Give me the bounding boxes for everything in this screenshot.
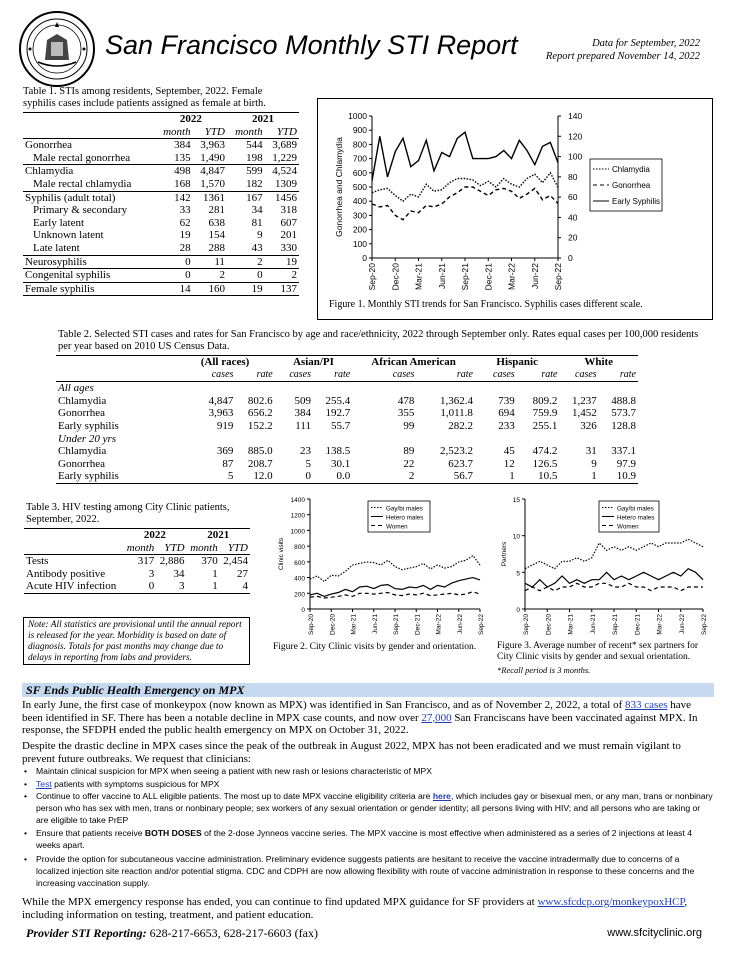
table2-cell: 23: [299, 445, 311, 458]
table1-row: [23, 165, 299, 178]
x-tick-label: Mar-21: [413, 263, 424, 290]
mpx-test-link[interactable]: Test: [36, 779, 52, 789]
table3-row: [24, 568, 250, 581]
y2-tick-label: 20: [568, 232, 578, 243]
table1-cell: 168: [174, 177, 191, 190]
y-tick-label: 100: [352, 238, 367, 249]
table2-cell: 126.5: [532, 457, 558, 470]
table2-cell: 656.2: [247, 407, 273, 420]
table1-cell: 34: [251, 204, 263, 217]
table2-row-label: Chlamydia: [58, 445, 107, 458]
table2-row-label: Early syphilis: [56, 470, 175, 483]
table2-cell: 1,362.4: [439, 394, 473, 407]
table2-cell: 99: [403, 419, 415, 432]
x-tick-label: Jun-22: [529, 263, 540, 289]
table1-row-label: Neurosyphilis: [23, 255, 155, 269]
table2-cell: 474.2: [532, 445, 558, 458]
table1-row: [23, 255, 299, 269]
table1-cell: 182: [246, 177, 263, 190]
table1-row: [23, 178, 299, 191]
table2-sub-header: cases: [175, 369, 235, 382]
legend-label: Gay/bi males: [386, 505, 423, 513]
table2-row: [56, 407, 638, 420]
x-tick-label: Mar-22: [506, 263, 517, 290]
table2-cell: 1,452: [571, 407, 597, 420]
table1-cell: 281: [208, 204, 225, 217]
table1-cell: 330: [280, 241, 297, 254]
table2-cell: 3,963: [208, 407, 234, 420]
y-tick-label: 1400: [290, 497, 305, 504]
table2-cell: 694: [498, 407, 515, 420]
table3-cell: 3: [148, 567, 155, 580]
table2-row: [56, 445, 638, 458]
table1-row-label: Late latent: [33, 241, 80, 254]
figure3-caption: Figure 3. Average number of recent* sex partners for City Clinic visits by gender and sexual orientation.: [497, 641, 699, 662]
table2-cell: 45: [503, 445, 515, 458]
y-tick-label: 800: [352, 139, 367, 150]
table1-row-label: Female syphilis: [23, 282, 155, 296]
y2-tick-label: 40: [568, 212, 578, 223]
table3-col-header: YTD: [156, 542, 186, 555]
table2-row-label: Early syphilis: [58, 419, 119, 432]
table1-cell: 1,490: [200, 151, 225, 164]
x-tick-label: Mar-22: [656, 614, 664, 635]
table2-cell: 111: [295, 419, 311, 432]
table2-group-header: Asian/PI: [275, 356, 353, 369]
footer-label: Provider STI Reporting:: [26, 926, 147, 940]
table2-row-label: Chlamydia: [58, 394, 107, 407]
table2-cell: 4,847: [208, 394, 234, 407]
table1-cell: 384: [155, 139, 193, 152]
y2-tick-label: 0: [568, 253, 573, 263]
series-line-hetero-males: [525, 569, 703, 587]
y2-tick-label: 60: [568, 192, 578, 203]
mpx-eligibility-link[interactable]: here: [432, 791, 451, 801]
table1-row: [23, 204, 299, 217]
x-tick-label: Mar-21: [567, 614, 575, 635]
y2-tick-label: 140: [568, 111, 583, 121]
table1-cell: 142: [155, 191, 193, 204]
table2-sub-header: rate: [599, 369, 638, 382]
table2-cell: 138.5: [325, 445, 351, 458]
table1-cell: 201: [280, 229, 297, 242]
table1-cell: 14: [155, 282, 193, 296]
table1-row-label: Gonorrhea: [23, 139, 155, 152]
provisional-note: Note: All statistics are provisional until the annual report is released for the year. Morbidity is based on date of diagnosis. Totals for past months may change due to delays in reporting from labs and providers.: [23, 617, 250, 665]
x-tick-label: Sep-20: [523, 614, 530, 635]
table2-cell: 12.0: [235, 470, 274, 483]
table2-group-header: Hispanic: [475, 356, 559, 369]
table1-cell: 167: [227, 191, 265, 204]
data-for-label: Data for September, 2022: [592, 38, 700, 49]
mpx-paragraph-2: Despite the drastic decline in MPX cases since the peak of the outbreak in August 2022, MPX has not been eradicated and we must remain vigilant to prevent future outbreaks. We request that clinicians:: [22, 740, 681, 765]
table1-cell: 1456: [265, 191, 299, 204]
table1-cell: 2: [265, 269, 299, 283]
table1-cell: 288: [208, 241, 225, 254]
mpx-bullet-1: • Maintain clinical suspicion for MPX when seeing a patient with new rash or lesions characteristic of MPX: [24, 766, 432, 776]
y-tick-label: 300: [352, 210, 367, 221]
table1-cell: 1361: [193, 191, 227, 204]
table1-cell: 160: [193, 282, 227, 296]
table2-cell: 802.6: [247, 394, 273, 407]
series-line-early-syphilis: [372, 132, 558, 181]
table2-cell: 355: [397, 407, 415, 420]
y-tick-label: 200: [352, 224, 367, 235]
table2-cell: 478: [397, 394, 415, 407]
mpx-cases-link[interactable]: 833 cases: [625, 699, 668, 711]
report-dates: [546, 37, 700, 63]
table1-cell: 81: [251, 216, 263, 229]
footer-website[interactable]: www.sfcityclinic.org: [607, 927, 702, 939]
mpx-paragraph-1: In early June, the first case of monkeypox (now known as MPX) was identified in San Francisco, and as of November 2, 2022, a total of 833 cases have been identified in SF. There has been a notable decline in MPX case counts, and now over 27,000 San Franciscans have been vaccinated against MPX. In response, the SFDPH ended the public health emergency on MPX on October 31, 2022.: [22, 699, 698, 736]
y-tick-label: 15: [512, 497, 520, 504]
table2-row: [56, 458, 638, 471]
x-tick-label: Sep-22: [701, 614, 708, 635]
table1-cell: 62: [179, 216, 191, 229]
table2-cell: 89: [403, 445, 415, 458]
table2-sub-header: cases: [475, 369, 517, 382]
table1-row: [23, 269, 299, 283]
table2-cell: 1,011.8: [440, 407, 473, 420]
table1-cell: 607: [280, 216, 297, 229]
x-tick-label: Dec-20: [390, 263, 401, 291]
table2-sub-header: cases: [275, 369, 313, 382]
mpx-bullet-4: • Ensure that patients receive BOTH DOSES of the 2-dose Jynneos vaccine series. The MPX vaccine is most effective when administered as a series of 2 injections at least 4 weeks apart.: [24, 828, 693, 850]
figure1-chart: [318, 99, 710, 299]
series-line-gonorrhea: [372, 187, 558, 220]
mpx-bullet-2: • Test patients with symptoms suspicious for MPX: [24, 779, 220, 789]
x-tick-label: Dec-21: [414, 614, 422, 635]
table3-cell: 34: [173, 567, 185, 580]
table2-sub-header: cases: [559, 369, 598, 382]
table2-cell: 22: [403, 457, 415, 470]
table3-row: [24, 555, 250, 568]
x-tick-label: Jun-21: [436, 263, 447, 289]
table1-cell: 1309: [275, 177, 297, 190]
table2-row-label: Gonorrhea: [58, 407, 106, 420]
series-line-gay-bi-males: [310, 556, 480, 582]
x-tick-label: Dec-20: [329, 614, 337, 635]
sf-seal-logo: [18, 10, 96, 88]
table3-cell: 3: [156, 580, 186, 593]
table3-col-header: month: [123, 542, 156, 555]
table2-cell: 5: [175, 470, 235, 483]
table1-row: [23, 229, 299, 242]
table2-cell: 30.1: [331, 457, 351, 470]
y-tick-label: 0: [301, 607, 305, 614]
table1-caption: Table 1. STIs among residents, September, 2022. Female syphilis cases include patients assigned as female at birth.: [23, 86, 266, 109]
table3-row-label: Acute HIV infection: [24, 580, 123, 593]
footer-reporting: [26, 926, 318, 941]
figure2-chart: [272, 492, 490, 640]
table1-cell: 135: [174, 151, 191, 164]
x-tick-label: Mar-22: [435, 614, 443, 635]
table2-cell: 87: [222, 457, 234, 470]
table1-cell: 19: [179, 229, 191, 242]
x-tick-label: Dec-20: [545, 614, 553, 635]
table2-cell: 10.5: [517, 470, 560, 483]
table2: [56, 355, 638, 484]
table2-cell: 1: [559, 470, 598, 483]
table1-row: [23, 139, 299, 152]
table1: 2022 2021 month YTD month YTD Gonorrhea 384 3,963 544 3,689 Male rectal gonorrhea 135 1,490 198 1,229 Chlamydia 498 4,847 599 4,524 Male rectal chlamydia 168 1,570 182 1309 Syphilis (adult total) 142 1361 167 1456 Primary & secondary 33 281 34 318 Early latent 62 638 81 607 Unknown latent 19 154 9 201 Late latent 28 288 43 330 Neurosyphilis 0 11 2 19 Congenital syphilis 0 2 0 2 Female syphilis 14 160 19 137: [25, 113, 297, 295]
series-line-gay-bi-males: [525, 539, 703, 568]
y-tick-label: 800: [294, 544, 305, 552]
table1-cell: 198: [246, 151, 263, 164]
prepared-label: Report prepared November 14, 2022: [545, 51, 700, 62]
table1-cell: 19: [265, 255, 299, 269]
table1-cell: 318: [280, 204, 297, 217]
table2-cell: 0.0: [313, 470, 352, 483]
table3-cell: 2,454: [223, 555, 248, 568]
legend-label: Hetero males: [617, 514, 655, 522]
table3-cell: 4: [220, 580, 250, 593]
table2-cell: 12: [503, 457, 515, 470]
table2-group-header: (All races): [175, 356, 274, 369]
x-tick-label: Jun-22: [678, 614, 686, 634]
table2-group-header: White: [559, 356, 638, 369]
table3-year-header: 2022: [123, 529, 186, 542]
x-tick-label: Jun-21: [589, 614, 597, 634]
x-tick-label: Sep-22: [478, 614, 485, 635]
y-tick-label: 1000: [290, 528, 305, 536]
table1-cell: 544: [227, 139, 265, 152]
table2-cell: 623.7: [448, 457, 473, 470]
table2-caption: Table 2. Selected STI cases and rates for San Francisco by age and race/ethnicity, 2022 through September only. Rates equal cases per 100,000 residents per year based on 2010 US Census Data.: [58, 329, 699, 352]
table2-sub-header: rate: [517, 369, 560, 382]
table2-cell: 128.8: [611, 419, 636, 432]
table2-cell: 0: [275, 470, 313, 483]
y-tick-label: 900: [352, 125, 367, 136]
y-tick-label: 600: [352, 167, 367, 178]
x-tick-label: Jun-21: [371, 614, 379, 634]
table1-row: [23, 217, 299, 230]
table2-cell: 573.7: [611, 407, 636, 420]
table1-cell: 9: [257, 229, 263, 242]
table2-cell: 326: [580, 419, 597, 432]
table2-cell: 5: [305, 457, 311, 470]
table2-cell: 9: [591, 457, 597, 470]
legend-label: Women: [386, 523, 408, 531]
table2-cell: 152.2: [247, 419, 273, 432]
table1-row-label: Male rectal gonorrhea: [33, 151, 131, 164]
mpx-vaccinated-link[interactable]: 27,000: [421, 711, 452, 724]
table2-group-header: African American: [352, 356, 475, 369]
legend-label: Gonorrhea: [612, 181, 651, 190]
figure1-caption: Figure 1. Monthly STI trends for San Francisco. Syphilis cases different scale.: [329, 299, 643, 310]
y-tick-label: 0: [516, 607, 520, 614]
table2-cell: 255.1: [532, 419, 558, 432]
table1-cell: 28: [179, 241, 191, 254]
x-tick-label: Dec-21: [483, 263, 494, 291]
y-tick-label: 1000: [348, 111, 367, 121]
legend-label: Gay/bi males: [617, 505, 654, 513]
table1-cell: 638: [208, 216, 225, 229]
table3-row: [24, 580, 250, 593]
y2-tick-label: 120: [568, 131, 583, 142]
y2-tick-label: 80: [568, 171, 578, 182]
table3-cell: 27: [237, 567, 248, 580]
mpx-heading: SF Ends Public Health Emergency on MPX: [22, 683, 714, 697]
y-tick-label: 1200: [290, 512, 305, 520]
table2-cell: 2,523.2: [439, 445, 473, 458]
table1-cell: 0: [155, 269, 193, 283]
y-tick-label: 600: [294, 559, 305, 567]
table2-section-label: All ages: [58, 382, 94, 395]
table3-cell: 2,886: [159, 555, 185, 568]
y-axis-label: Partners: [501, 541, 508, 567]
y-tick-label: 500: [352, 182, 367, 192]
table2-sub-header: rate: [313, 369, 352, 382]
x-tick-label: Sep-20: [367, 263, 377, 291]
table3-row-label: Antibody positive: [26, 567, 106, 580]
table2-cell: 233: [498, 419, 515, 432]
y-tick-label: 400: [294, 575, 305, 583]
table2-sub-header: rate: [235, 369, 274, 382]
table1-cell: 137: [265, 282, 299, 296]
table2-cell: 255.4: [325, 394, 351, 407]
table1-row: [23, 152, 299, 165]
table2-section-label: Under 20 yrs: [58, 432, 117, 445]
x-tick-label: Mar-21: [350, 614, 358, 635]
table1-cell: 2: [227, 255, 265, 269]
table2-cell: 97.9: [616, 457, 636, 470]
table2-cell: 1,237: [571, 394, 597, 407]
y-tick-label: 5: [516, 570, 520, 578]
legend-label: Hetero males: [386, 514, 424, 522]
table2-cell: 759.9: [532, 407, 558, 420]
legend-label: Chlamydia: [612, 165, 650, 174]
table1-row-label: Congenital syphilis: [23, 269, 155, 283]
report-title: San Francisco Monthly STI Report: [105, 30, 518, 60]
y-tick-label: 400: [352, 196, 367, 207]
x-tick-label: Sep-20: [308, 614, 315, 635]
y-tick-label: 0: [362, 253, 367, 263]
table1-cell: 0: [155, 255, 193, 269]
mpx-bullet-3: • Continue to offer vaccine to ALL eligible patients. The most up to date MPX vaccine eligibility criteria are here, which includes gay or bisexual men, or any man, trans or nonbinary person who has sex with men, trans or nonbinary people; sex workers of any sexual orientation or gender identity; all persons living with HIV; and all persons who are taking or are eligible to take PrEP: [24, 791, 713, 825]
table1-cell: 43: [251, 241, 263, 254]
table2-cell: 885.0: [247, 445, 273, 458]
table2-cell: 55.7: [331, 419, 351, 432]
table2-sub-header: cases: [352, 369, 416, 382]
table1-cell: 1,229: [272, 151, 297, 164]
table1-cell: 498: [155, 165, 193, 178]
figure3-chart: [495, 492, 713, 640]
table3-cell: 370: [201, 555, 218, 568]
table2-sub-header: rate: [416, 369, 475, 382]
table2-cell: 739: [498, 394, 515, 407]
table1-cell: 3,963: [193, 139, 227, 152]
x-tick-label: Jun-22: [456, 614, 464, 634]
x-tick-label: Dec-21: [634, 614, 642, 635]
table2-cell: 384: [294, 407, 311, 420]
table3-cell: 1: [212, 567, 218, 580]
table2-cell: 369: [216, 445, 234, 458]
y-tick-label: 10: [512, 533, 520, 541]
table2-cell: 208.7: [247, 457, 273, 470]
table1-row-label: Unknown latent: [33, 229, 104, 242]
table1-cell: 4,524: [265, 165, 299, 178]
table1-cell: 19: [227, 282, 265, 296]
table3-cell: 0: [123, 580, 156, 593]
table1-cell: 1,570: [200, 177, 225, 190]
table3-cell: 1: [187, 580, 220, 593]
footer-phones: 628-217-6653, 628-217-6603 (fax): [146, 926, 318, 940]
table2-cell: 488.8: [611, 394, 636, 407]
table1-row-label: Chlamydia: [23, 165, 155, 178]
table1-cell: 154: [208, 229, 225, 242]
table2-row: [56, 470, 638, 483]
legend-label: Early Syphilis: [612, 197, 661, 206]
table2-row: [56, 420, 638, 433]
table3-caption: Table 3. HIV testing among City Clinic patients, September, 2022.: [26, 502, 230, 525]
table1-row: [23, 191, 299, 204]
table2-cell: 919: [216, 419, 234, 432]
table1-cell: 11: [193, 255, 227, 269]
table1-cell: 0: [227, 269, 265, 283]
table2-cell: 56.7: [416, 470, 475, 483]
table3-row-label: Tests: [26, 555, 49, 568]
table2-cell: 509: [294, 394, 311, 407]
table1-cell: 2: [193, 269, 227, 283]
table2-cell: 10.9: [599, 470, 638, 483]
y-axis-label: Gonorrhea and Chlamydia: [334, 137, 344, 237]
table2-row: [56, 395, 638, 408]
table3-col-header: month: [187, 542, 220, 555]
legend-label: Women: [617, 523, 639, 531]
table1-row-label: Male rectal chlamydia: [33, 177, 132, 190]
table1-row: [23, 242, 299, 255]
table1-cell: 3,689: [265, 139, 299, 152]
x-tick-label: Sep-21: [460, 263, 470, 291]
table3: [24, 528, 250, 594]
y-tick-label: 200: [294, 591, 305, 599]
y2-tick-label: 100: [568, 151, 583, 162]
table1-row-label: Early latent: [33, 216, 85, 229]
table1-row-label: Syphilis (adult total): [23, 191, 155, 204]
table1-row-label: Primary & secondary: [33, 204, 128, 217]
table1-cell: 4,847: [193, 165, 227, 178]
mpx-paragraph-3: While the MPX emergency response has ended, you can continue to find updated MPX guidance for SF providers at www.sfcdcp.org/monkeypoxHCP, including information on testing, treatment, and patient education.: [22, 896, 688, 921]
table2-cell: 192.7: [325, 407, 351, 420]
x-tick-label: Sep-21: [393, 614, 400, 635]
figure2-caption: Figure 2. City Clinic visits by gender and orientation.: [273, 642, 477, 652]
table3-cell: 317: [137, 555, 155, 568]
table2-row-label: Gonorrhea: [58, 457, 106, 470]
table2-cell: 282.2: [448, 419, 473, 432]
table3-col-header: YTD: [220, 542, 250, 555]
x-tick-label: Sep-21: [612, 614, 619, 635]
table3-year-header: 2021: [187, 529, 250, 542]
table2-cell: 337.1: [611, 445, 636, 458]
x-tick-label: Sep-22: [553, 263, 563, 291]
table1-row: [23, 282, 299, 296]
table2-cell: 809.2: [532, 394, 558, 407]
table2-cell: 2: [352, 470, 416, 483]
mpx-guidance-link[interactable]: www.sfcdcp.org/monkeypoxHCP: [537, 896, 685, 908]
figure3-footnote: *Recall period is 3 months.: [497, 665, 591, 675]
table2-cell: 31: [585, 445, 597, 458]
table1-cell: 599: [227, 165, 265, 178]
table2-cell: 1: [475, 470, 517, 483]
table1-cell: 33: [179, 204, 191, 217]
y-axis-label: Clinic visits: [278, 537, 285, 571]
mpx-bullet-5: • Provide the option for subcutaneous vaccine administration. Preliminary evidence suggests patients are hesitant to receive the vaccine intradermally due to concerns of a localized injection site reaction and/or potential stigma. CDC and CDPH are now allowing flexibility with route of vaccine administration in response to these concerns and the increasing vaccination supply.: [24, 854, 695, 888]
y-tick-label: 700: [352, 153, 367, 164]
